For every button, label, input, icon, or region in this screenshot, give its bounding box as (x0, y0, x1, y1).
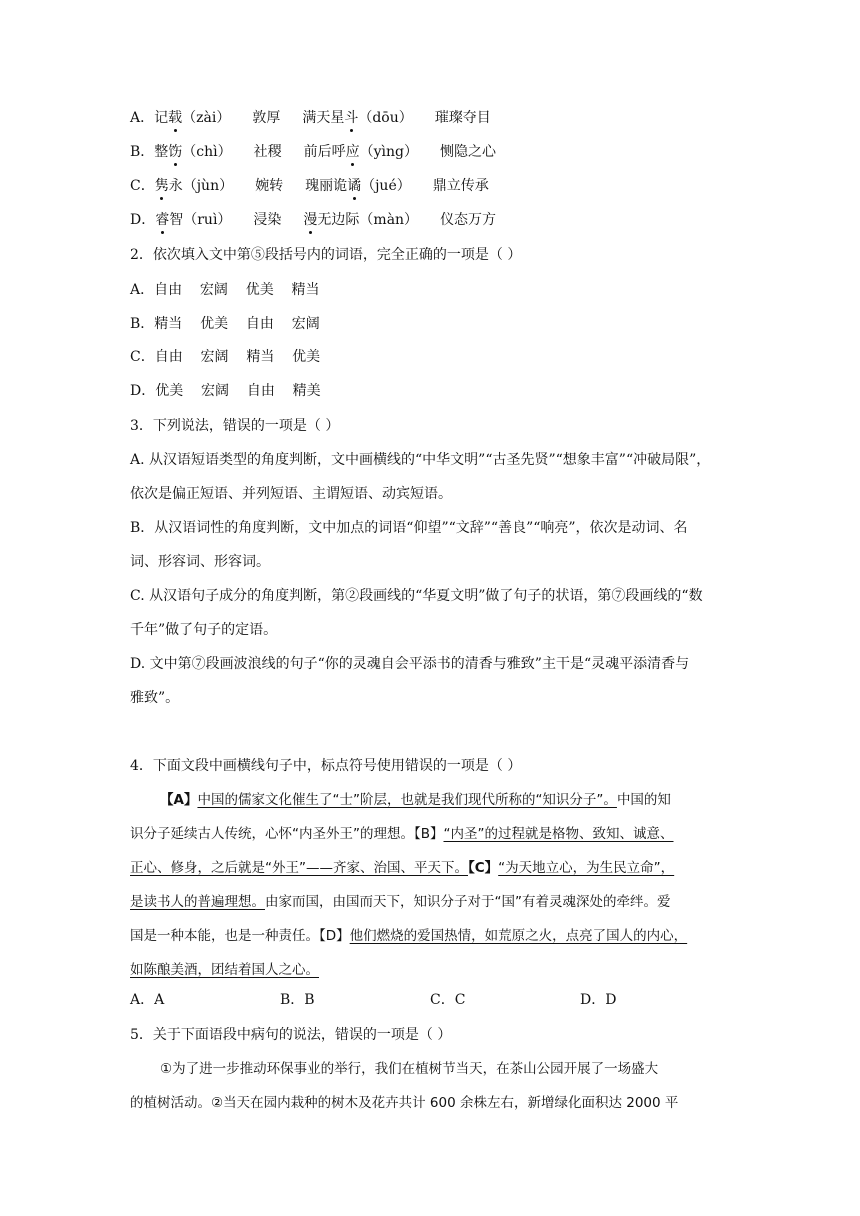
q5-stem: 5．关于下面语段中病句的说法，错误的一项是（ ） (130, 1027, 452, 1043)
q4-passage-line3: 正心、修身，之后就是“外王”——齐家、治国、平天下。【C】“为天地立心，为生民立命”， (130, 860, 675, 876)
q3-option-c-line2: 千年”做了句子的定语。 (130, 622, 278, 638)
q4-choice-c[interactable]: C．C (430, 992, 466, 1008)
q3-stem: 3．下列说法，错误的一项是（ ） (130, 418, 340, 434)
q4-passage-line1: 【A】中国的儒家文化催生了“士”阶层，也就是我们现代所称的“知识分子”。中国的知 (160, 792, 671, 808)
q5-passage-line2: 的植树活动。②当天在园内栽种的树木及花卉共计 600 余株左右，新增绿化面积达 2000 平 (130, 1095, 679, 1111)
q4-choices (130, 990, 732, 1010)
q1-option-b: B．整饬（chì） 社稷 前后呼应（yìng） 恻隐之心 (130, 144, 497, 160)
q4-choice-d[interactable]: D．D (580, 992, 617, 1008)
q2-option-c: C．自由 宏阔 精当 优美 (130, 349, 321, 365)
q3-option-a-line2: 依次是偏正短语、并列短语、主谓短语、动宾短语。 (130, 486, 452, 502)
q4-passage-line2: 识分子延续古人传统，心怀“内圣外王”的理想。【B】“内圣”的过程就是格物、致知、诚意、 (130, 826, 674, 842)
q1-option-d: D．睿智（ruì） 浸染 漫无边际（màn） 仪态万方 (130, 212, 497, 228)
q5-passage-line1: ①为了进一步推动环保事业的举行，我们在植树节当天，在茶山公园开展了一场盛大 (160, 1061, 659, 1077)
q3-option-d-line1: D. 文中第⑦段画波浪线的句子“你的灵魂自会平添书的清香与雅致”主干是“灵魂平添清香与 (130, 656, 690, 672)
q4-choice-b[interactable]: B．B (280, 992, 315, 1008)
q4-passage-line6: 如陈酿美酒，团结着国人之心。 (130, 962, 319, 978)
q2-option-d: D．优美 宏阔 自由 精美 (130, 383, 321, 399)
q4-passage-line5: 国是一种本能，也是一种责任。【D】他们燃烧的爱国热情，如荒原之火，点亮了国人的内心， (130, 928, 688, 944)
q3-option-c-line1: C. 从汉语句子成分的角度判断，第②段画线的“华夏文明”做了句子的状语，第⑦段画线的“数 (130, 588, 703, 604)
q4-stem: 4．下面文段中画横线句子中，标点符号使用错误的一项是（ ） (130, 758, 522, 774)
q2-option-b: B．精当 优美 自由 宏阔 (130, 316, 320, 332)
q1-option-a: A．记载（zài） 敦厚 满天星斗（dōu） 璀璨夺目 (130, 110, 491, 126)
q4-choice-a[interactable]: A．A (130, 992, 165, 1008)
q3-option-a-line1: A. 从汉语短语类型的角度判断，文中画横线的“中华文明”“古圣先贤”“想象丰富”“冲破局限”， (130, 452, 711, 468)
q1-option-c: C．隽永（jùn） 婉转 瑰丽诡谲（jué） 鼎立传承 (130, 178, 489, 194)
q2-option-a: A．自由 宏阔 优美 精当 (130, 282, 320, 298)
q3-option-b-line1: B．从汉语词性的角度判断，文中加点的词语“仰望”“文辞”“善良”“响亮”，依次是动词、名 (130, 520, 688, 536)
q2-stem: 2．依次填入文中第⑤段括号内的词语，完全正确的一项是（ ） (130, 247, 522, 263)
q4-passage-line4: 是读书人的普遍理想。由家而国，由国而天下，知识分子对于“国”有着灵魂深处的牵绊。爱 (130, 894, 671, 910)
q3-option-b-line2: 词、形容词、形容词。 (130, 554, 270, 570)
q3-option-d-line2: 雅致”。 (130, 690, 180, 706)
